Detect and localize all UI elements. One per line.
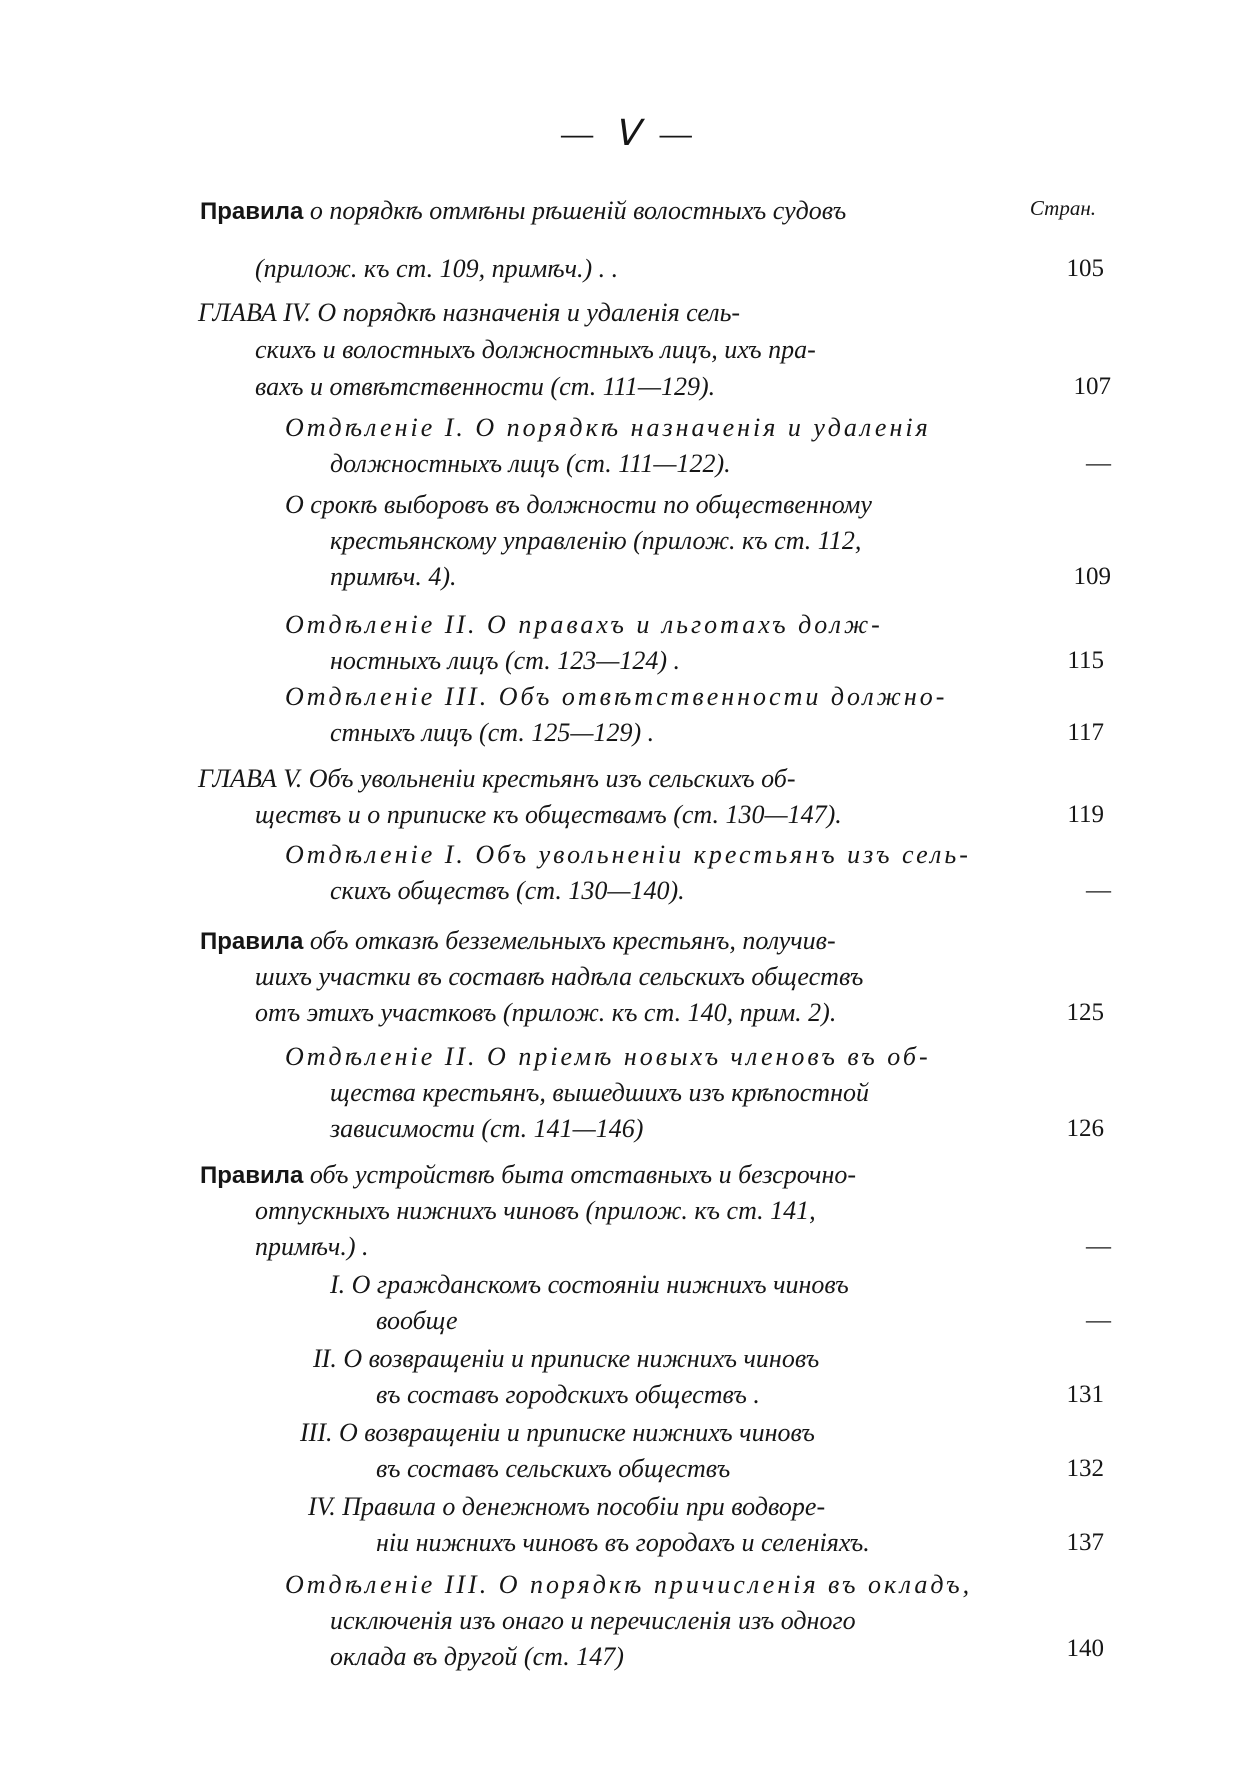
toc-page-number: 125	[1066, 999, 1104, 1026]
toc-line: отъ этихъ участковъ (прилож. къ ст. 140, прим. 2).	[255, 998, 837, 1027]
toc-page-number: 132	[1066, 1455, 1104, 1482]
toc-page-number: 137	[1066, 1529, 1104, 1556]
toc-line: Правила объ отказѣ безземельныхъ крестьянъ, получив-	[200, 926, 836, 955]
toc-line: ществъ и о приписке къ обществамъ (ст. 130—147).	[255, 800, 842, 829]
toc-line: въ составъ сельскихъ обществъ	[376, 1454, 731, 1483]
toc-line: примѣч. 4).	[330, 562, 457, 591]
toc-page-number: —	[1086, 877, 1111, 904]
toc-line: III. О возвращенiи и приписке нижнихъ чиновъ	[300, 1418, 815, 1447]
toc-page-number: —	[1086, 450, 1111, 477]
toc-line: II. О возвращенiи и приписке нижнихъ чиновъ	[313, 1344, 820, 1373]
toc-entry-lead: Правила	[200, 928, 304, 955]
toc-line: крестьянскому управленiю (прилож. къ ст. 112,	[330, 526, 862, 555]
toc-page-number: 131	[1066, 1381, 1104, 1408]
toc-line: Отдѣленiе II. О правахъ и льготахъ долж-	[285, 610, 883, 639]
toc-line: стныхъ лицъ (ст. 125—129) .	[330, 718, 655, 747]
toc-line: I. О гражданскомъ состоянiи нижнихъ чиновъ	[330, 1270, 849, 1299]
page-column-label: Стран.	[1029, 196, 1096, 220]
toc-line: Отдѣленiе III. Объ отвѣтственности должно-	[285, 682, 948, 711]
toc-line: отпускныхъ нижнихъ чиновъ (прилож. къ ст. 141,	[255, 1196, 816, 1225]
toc-line: скихъ обществъ (ст. 130—140).	[330, 876, 685, 905]
toc-line: нiи нижнихъ чиновъ въ городахъ и селенiяхъ.	[376, 1528, 870, 1557]
toc-page-number: 119	[1067, 801, 1104, 828]
toc-line: примѣч.) .	[255, 1232, 369, 1261]
toc-line: Отдѣленiе I. О порядкѣ назначенiя и удаленiя	[285, 413, 931, 442]
toc-line: ГЛАВА V. Объ увольненiи крестьянъ изъ сельскихъ об-	[198, 764, 796, 793]
toc-line: ГЛАВА IV. О порядкѣ назначенiя и удаленiя сель-	[198, 298, 741, 327]
toc-page-number: 115	[1067, 647, 1104, 674]
toc-entry-lead: Правила	[200, 198, 304, 225]
toc-line: Правила о порядкѣ отмѣны рѣшенiй волостныхъ судовъ	[200, 196, 847, 225]
toc-line: Отдѣленiе II. О прiемѣ новыхъ членовъ въ об-	[285, 1042, 931, 1071]
toc-line: О срокѣ выборовъ въ должности по общественному	[285, 490, 872, 519]
toc-line: вообще	[376, 1306, 458, 1335]
toc-line: IV. Правила о денежномъ пособiи при водворе-	[308, 1492, 826, 1521]
page-number-header: — Ⅴ —	[561, 113, 698, 153]
toc-page-number: 126	[1066, 1115, 1104, 1142]
toc-line: вахъ и отвѣтственности (ст. 111—129).	[255, 372, 716, 401]
toc-line: оклада въ другой (ст. 147)	[330, 1642, 624, 1671]
toc-line: (прилож. къ ст. 109, примѣч.) . .	[255, 254, 619, 283]
toc-line: въ составъ городскихъ обществъ .	[376, 1380, 760, 1409]
toc-page-number: 117	[1067, 719, 1104, 746]
toc-line: ностныхъ лицъ (ст. 123—124) .	[330, 646, 681, 675]
toc-page-number: 140	[1066, 1635, 1104, 1662]
toc-line: скихъ и волостныхъ должностныхъ лицъ, ихъ пра-	[255, 335, 816, 364]
toc-line: исключенiя изъ онаго и перечисленiя изъ одного	[330, 1606, 856, 1635]
toc-line: должностныхъ лицъ (ст. 111—122).	[330, 449, 731, 478]
toc-page-number: 109	[1073, 563, 1111, 590]
toc-page-number: —	[1086, 1233, 1111, 1260]
toc-line: шихъ участки въ составѣ надѣла сельскихъ обществъ	[255, 962, 864, 991]
toc-page-number: 107	[1073, 373, 1111, 400]
toc-line: зависимости (ст. 141—146)	[330, 1114, 644, 1143]
toc-line: Правила объ устройствѣ быта отставныхъ и безсрочно-	[200, 1160, 857, 1189]
toc-entry-lead: Правила	[200, 1162, 304, 1189]
toc-page-number: —	[1086, 1307, 1111, 1334]
toc-line: Отдѣленiе III. О порядкѣ причисленiя въ окладъ,	[285, 1570, 973, 1599]
toc-page-number: 105	[1066, 255, 1104, 282]
toc-line: Отдѣленiе I. Объ увольненiи крестьянъ изъ сель-	[285, 840, 971, 869]
toc-line: щества крестьянъ, вышедшихъ изъ крѣпостной	[330, 1078, 869, 1107]
